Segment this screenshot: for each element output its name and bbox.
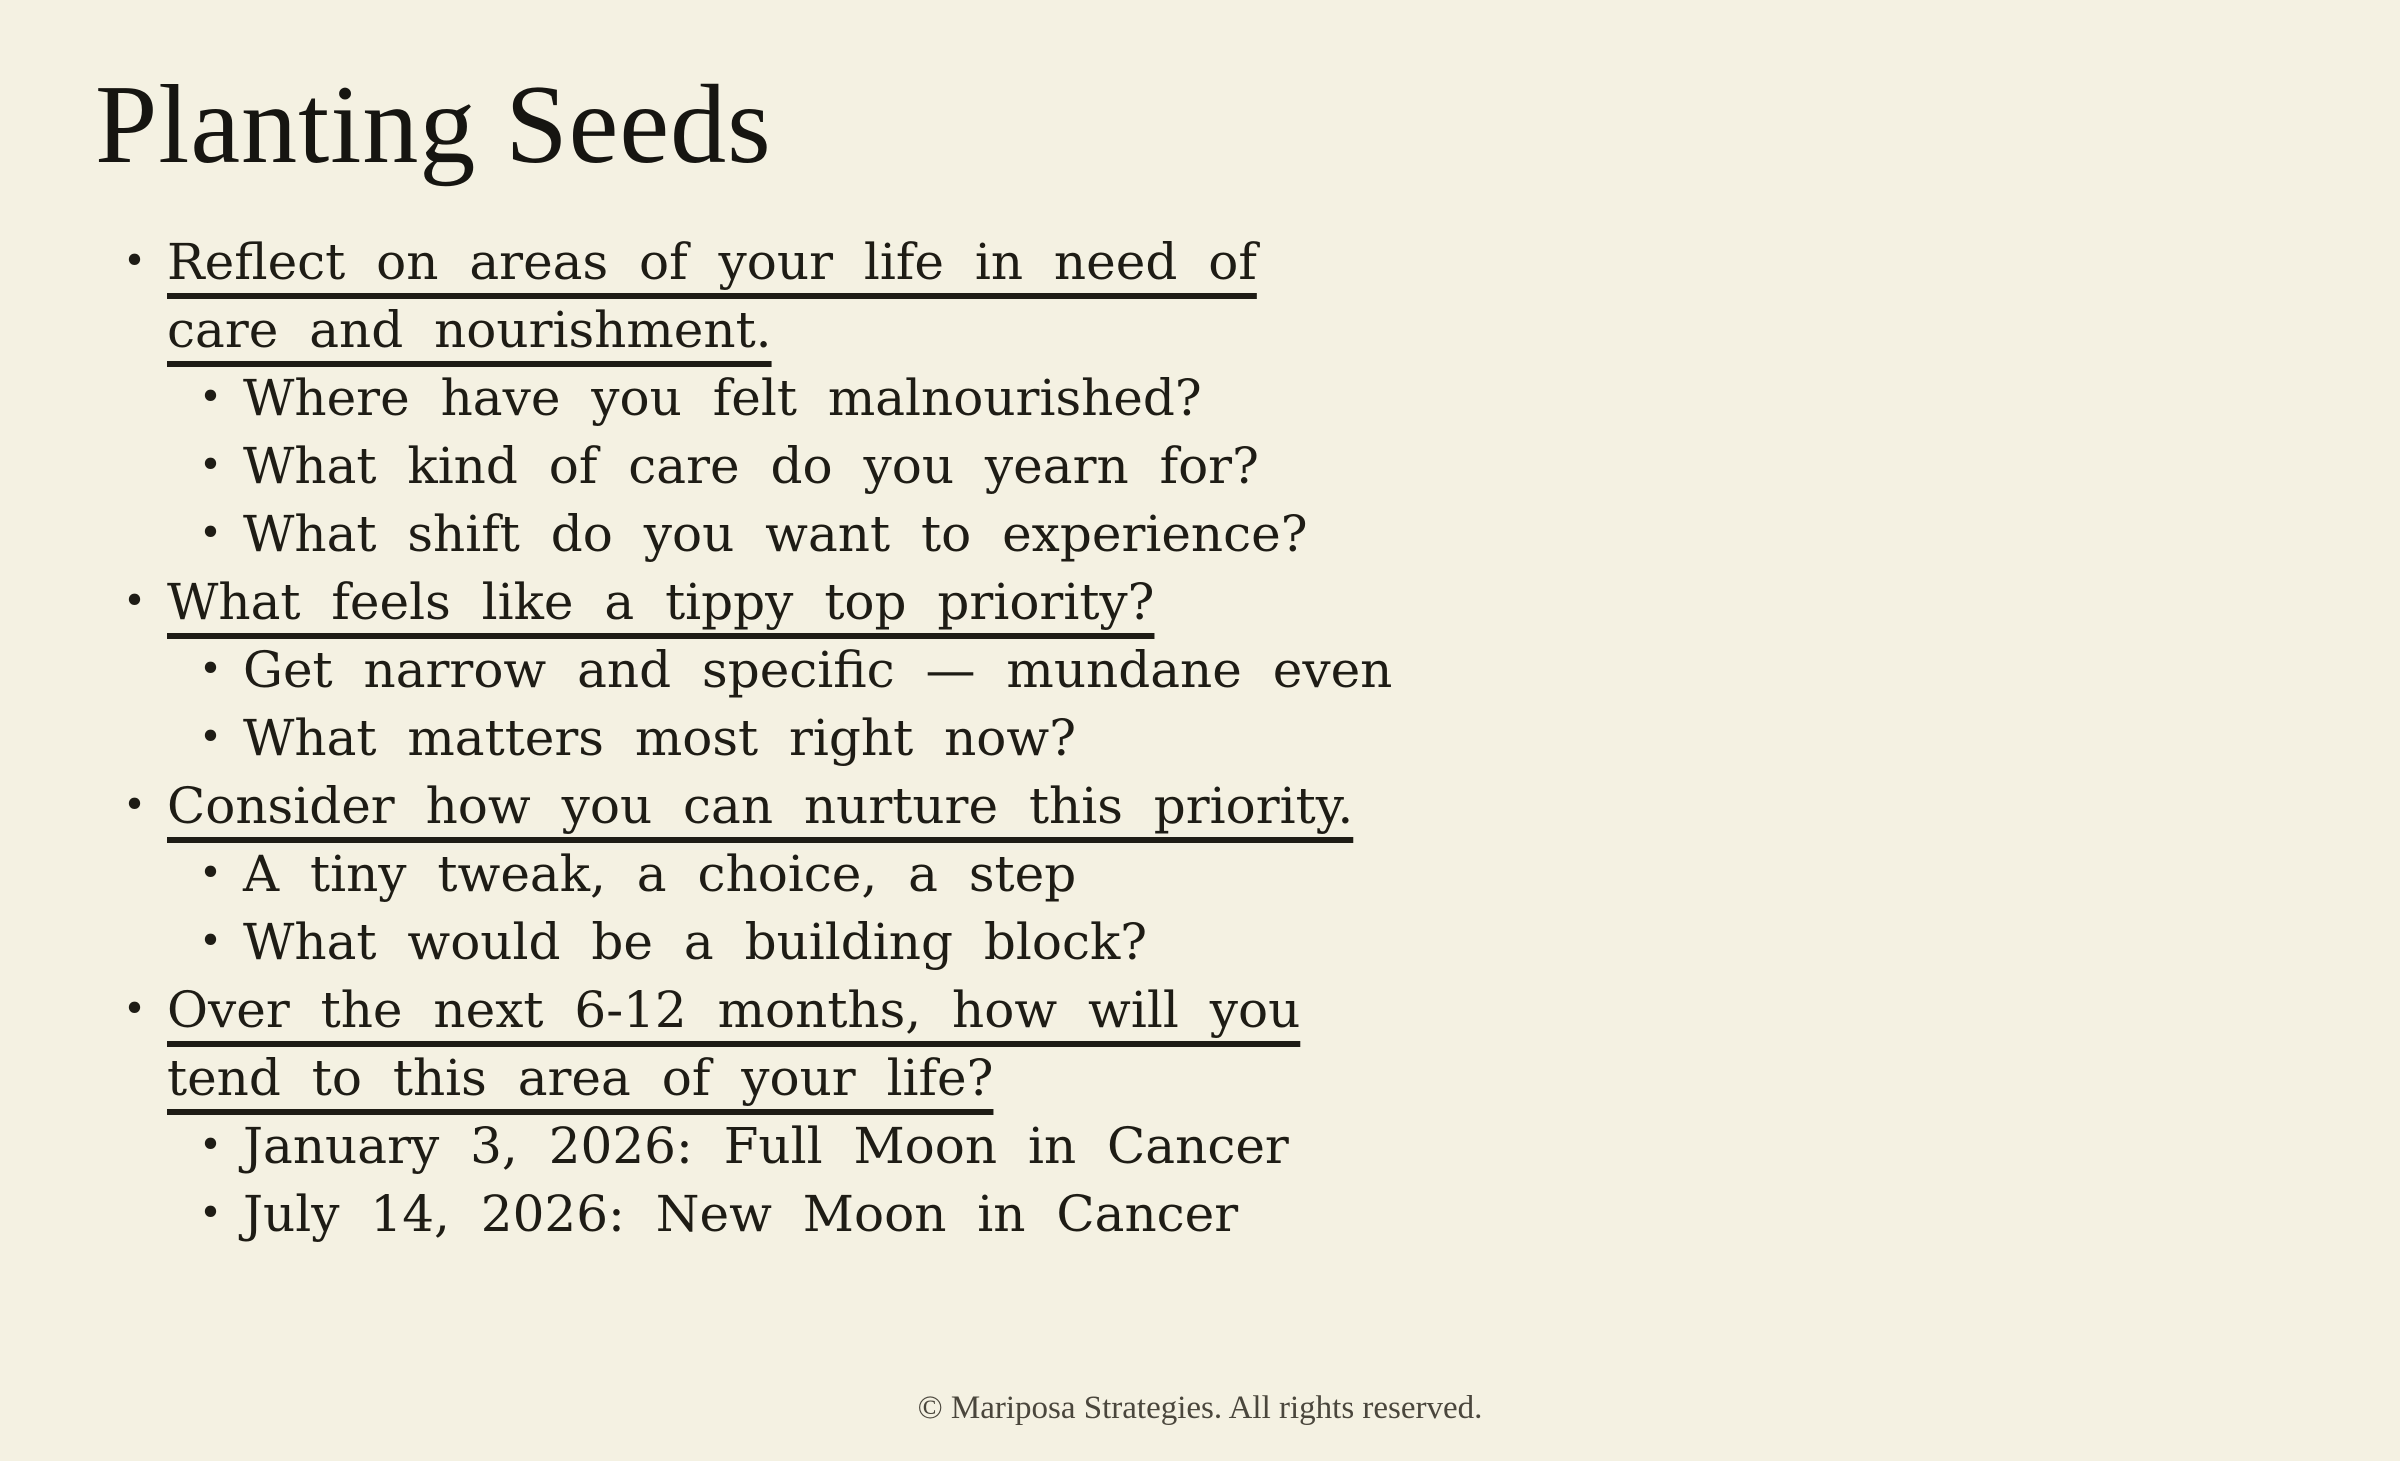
outline-heading-line: tend to this area of your life? — [167, 1049, 994, 1107]
page-title: Planting Seeds — [95, 63, 772, 187]
outline-list — [0, 228, 2400, 1248]
outline-heading-line: • Over the next 6-12 months, how will you — [167, 981, 1301, 1039]
outline-heading-line: • Consider how you can nurture this priority. — [167, 777, 1354, 835]
outline-item — [167, 772, 2400, 976]
list-item: • What kind of care do you yearn for? — [243, 432, 2400, 500]
footer-copyright: © Mariposa Strategies. All rights reserved. — [917, 1390, 1483, 1426]
outline-heading-line: • Reflect on areas of your life in need of — [167, 233, 1257, 291]
sub-list — [167, 1112, 2400, 1248]
list-item: • January 3, 2026: Full Moon in Cancer — [243, 1112, 2400, 1180]
outline-item — [167, 976, 2400, 1248]
outline-heading-line: care and nourishment. — [167, 301, 772, 359]
list-item: • July 14, 2026: New Moon in Cancer — [243, 1180, 2400, 1248]
list-item: • Where have you felt malnourished? — [243, 364, 2400, 432]
outline-item — [167, 228, 2400, 568]
list-item: • A tiny tweak, a choice, a step — [243, 840, 2400, 908]
sub-list — [167, 636, 2400, 772]
slide — [0, 52, 2400, 1461]
list-item: • What shift do you want to experience? — [243, 500, 2400, 568]
list-item: • What would be a building block? — [243, 908, 2400, 976]
list-item: • What matters most right now? — [243, 704, 2400, 772]
sub-list — [167, 840, 2400, 976]
list-item: • Get narrow and specific — mundane even — [243, 636, 2400, 704]
sub-list — [167, 364, 2400, 568]
outline-item — [167, 568, 2400, 772]
outline-heading-line: • What feels like a tippy top priority? — [167, 573, 1155, 631]
